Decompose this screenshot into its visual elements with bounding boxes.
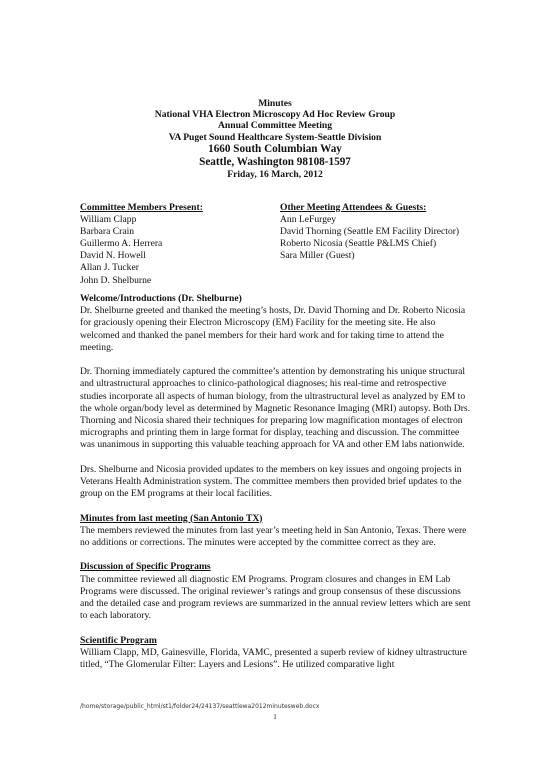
scientific-paragraph: William Clapp, MD, Gainesville, Florida, VAMC, presented a superb review of kidney ultrastructure titled, “The Glomerular Filter: Layers and Lesions”. He utilized comparative light (80, 646, 467, 671)
guest-name: Sara Miller (Guest) (280, 250, 355, 262)
header-date: Friday, 16 March, 2012 (227, 168, 323, 180)
discussion-heading: Discussion of Specific Programs (80, 561, 211, 573)
welcome-paragraph-2: Dr. Thorning immediately captured the committee’s attention by demonstrating his unique structural and ultrastructural approaches to clinico-pathological diagnoses; his real-time and retrospective studies incorporate all aspects of human biology, from the ultrastructural level as analyzed by EM to the whole organ/body level as determined by Magnetic Resonance Imaging (MRI) autopsy. Both Drs. Thorning and Nicosia shared their techniques for preparing low magnification montages of electron micrographs and printing them in large format for display, teaching and discussion. The committee was unanimous in supporting this valuable teaching approach for VA and other EM labs nationwide. (80, 366, 471, 451)
header-venue: VA Puget Sound Healthcare System-Seattle Division (168, 131, 382, 143)
guest-name: Roberto Nicosia (Seattle P&LMS Chief) (280, 238, 437, 250)
guests-heading: Other Meeting Attendees & Guests: (280, 202, 427, 213)
guests-column (280, 202, 459, 262)
guest-name: Ann LeFurgey (280, 214, 337, 226)
scientific-heading: Scientific Program (80, 634, 157, 646)
header-street: 1660 South Columbian Way (208, 142, 342, 155)
member-name: John D. Shelburne (80, 274, 152, 286)
minutes-paragraph: The members reviewed the minutes from last year’s meeting held in San Antonio, Texas. There were no additions or corrections. The minutes were accepted by the committee correct as they are. (80, 524, 467, 549)
page-number: 1 (273, 713, 277, 721)
discussion-paragraph: The committee reviewed all diagnostic EM Programs. Program closures and changes in EM Lab Programs were discussed. The original reviewer’s ratings and group consensus of these discussions and the detailed case and program reviews are summarized in the annual review letters which are sent to each laboratory. (80, 573, 471, 622)
guest-name: David Thorning (Seattle EM Facility Director) (280, 226, 460, 238)
member-name: William Clapp (80, 214, 137, 226)
header-group-name: National VHA Electron Microscopy Ad Hoc Review Group (154, 109, 396, 121)
welcome-paragraph-1: Dr. Shelburne greeted and thanked the meeting’s hosts, Dr. David Thorning and Dr. Roberto Nicosia for graciously opening their Electron Microscopy (EM) Facility for the meeting site. He also welcomed and thanked the panel members for their hard work and for taking time to attend the meeting. (80, 305, 466, 353)
member-name: Guillermo A. Herrera (80, 238, 163, 250)
member-name: David N. Howell (80, 250, 146, 262)
welcome-paragraph-3: Drs. Shelburne and Nicosia provided updates to the members on key issues and ongoing projects in Veterans Health Administration system. The committee members then provided brief updates to the group on the EM programs at their local facilities. (80, 463, 462, 500)
minutes-body (80, 293, 472, 683)
footer-file-path: /home/storage/public_html/st1/folder24/24137/seattlewa2012minutesweb.docx (80, 703, 320, 710)
committee-members-column (80, 202, 203, 287)
committee-members-heading: Committee Members Present: (80, 202, 203, 213)
header-title: Minutes (258, 98, 292, 109)
header-meeting-type: Annual Committee Meeting (217, 120, 333, 132)
header-city: Seattle, Washington 98108-1597 (199, 155, 351, 168)
member-name: Barbara Crain (80, 226, 135, 238)
minutes-heading: Minutes from last meeting (San Antonio TX) (80, 512, 263, 524)
member-name: Allan J. Tucker (80, 262, 139, 274)
document-header (0, 98, 550, 180)
welcome-heading: Welcome/Introductions (Dr. Shelburne) (80, 293, 242, 304)
